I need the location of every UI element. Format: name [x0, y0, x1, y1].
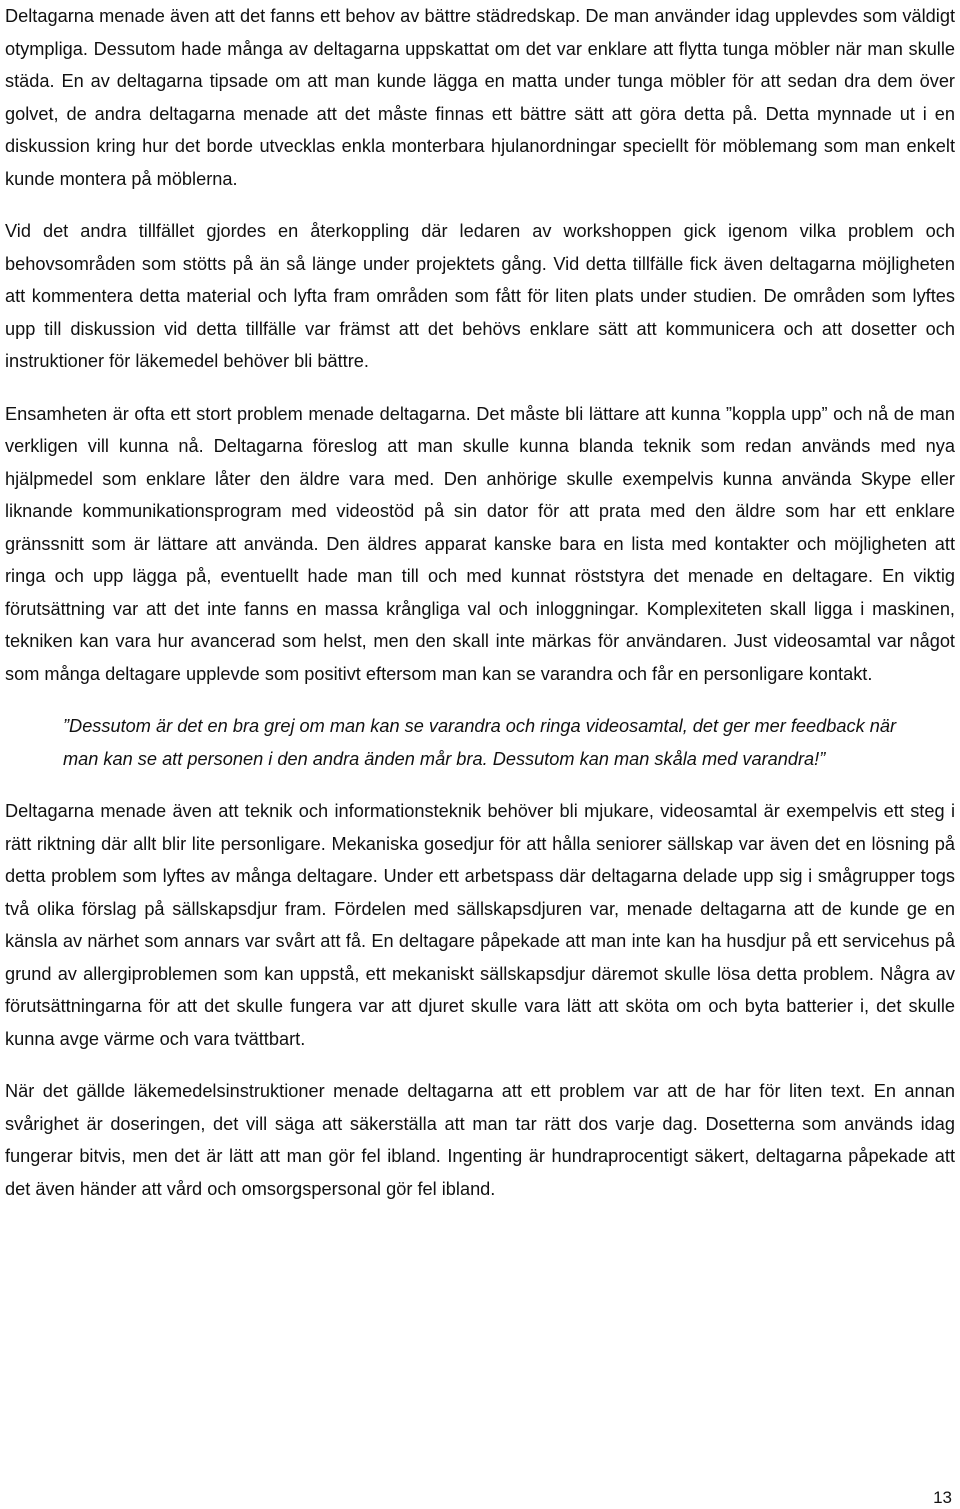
body-paragraph: Deltagarna menade även att det fanns ett behov av bättre städredskap. De man använder idag upplevdes som väldigt otympliga. Dessutom hade många av deltagarna uppskattat om det var enklare att flytta tunga möbler när man skulle städa. En av deltagarna tipsade om att man kunde lägga en matta under tunga möbler för att sedan dra dem över golvet, de andra deltagarna menade att det måste finnas ett bättre sätt att göra detta på. Detta mynnade ut i en diskussion kring hur det borde utvecklas enkla monterbara hjulanordningar speciellt för möblemang som man enkelt kunde montera på möblerna.: [5, 6, 955, 189]
document-page: [5, 0, 955, 1205]
body-paragraph: När det gällde läkemedelsinstruktioner menade deltagarna att ett problem var att de har för liten text. En annan svårighet är doseringen, det vill säga att säkerställa att man tar rätt dos varje dag. Dosetterna som används idag fungerar bitvis, men det är lätt att man gör fel ibland. Ingenting är hundraprocentigt säkert, deltagarna påpekade att det även händer att vård och omsorgspersonal gör fel ibland.: [5, 1081, 955, 1199]
page-number: 13: [933, 1488, 952, 1507]
body-paragraph: Vid det andra tillfället gjordes en återkoppling där ledaren av workshoppen gick igenom vilka problem och behovsområden som stötts på än så länge under projektets gång. Vid detta tillfälle fick även deltagarna möjligheten att kommentera detta material och lyfta fram områden som fått för liten plats under studien. De områden som lyftes upp till diskussion vid detta tillfälle var främst att det behövs enklare sätt att kommunicera och att dosetter och instruktioner för läkemedel behöver bli bättre.: [5, 221, 955, 371]
block-quote: ”Dessutom är det en bra grej om man kan se varandra och ringa videosamtal, det ger mer feedback när man kan se att personen i den andra änden mår bra. Dessutom kan man skåla med varandra!”: [63, 716, 897, 769]
body-paragraph: Deltagarna menade även att teknik och informationsteknik behöver bli mjukare, videosamtal är exempelvis ett steg i rätt riktning där allt blir lite personligare. Mekaniska gosedjur för att hålla seniorer sällskap var även det en lösning på detta problem som lyftes av många deltagare. Under ett arbetspass där deltagarna delade upp sig i smågrupper togs två olika förslag på sällskapsdjur fram. Fördelen med sällskapsdjuren var, menade deltagarna att de kunde ge en känsla av närhet som annars var svårt att få. En deltagare påpekade att man inte kan ha husdjur på ett servicehus på grund av allergiproblemen som kan uppstå, ett mekaniskt sällskapsdjur däremot skulle lösa detta problem. Några av förutsättningarna för att det skulle fungera var att djuret skulle vara lätt att sköta om och byta batterier i, det skulle kunna avge värme och vara tvättbart.: [5, 801, 955, 1049]
body-paragraph: Ensamheten är ofta ett stort problem menade deltagarna. Det måste bli lättare att kunna ”koppla upp” och nå de man verkligen vill kunna nå. Deltagarna föreslog att man skulle kunna blanda teknik som redan används med nya hjälpmedel som enklare låter den äldre vara med. Den anhörige skulle exempelvis kunna använda Skype eller liknande kommunikationsprogram med videostöd på sin dator för att prata med den äldre som har ett enklare gränssnitt som är lättare att använda. Den äldres apparat kanske bara en lista med kontakter och möjligheten att ringa och upp lägga på, eventuellt hade man till och med kunnat röststyra det menade en deltagare. En viktig förutsättning var att det inte fanns en massa krångliga val och inloggningar. Komplexiteten skall ligga i maskinen, tekniken kan vara hur avancerad som helst, men den skall inte märkas för användaren. Just videosamtal var något som många deltagare upplevde som positivt eftersom man kan se varandra och får en personligare kontakt.: [5, 403, 955, 684]
